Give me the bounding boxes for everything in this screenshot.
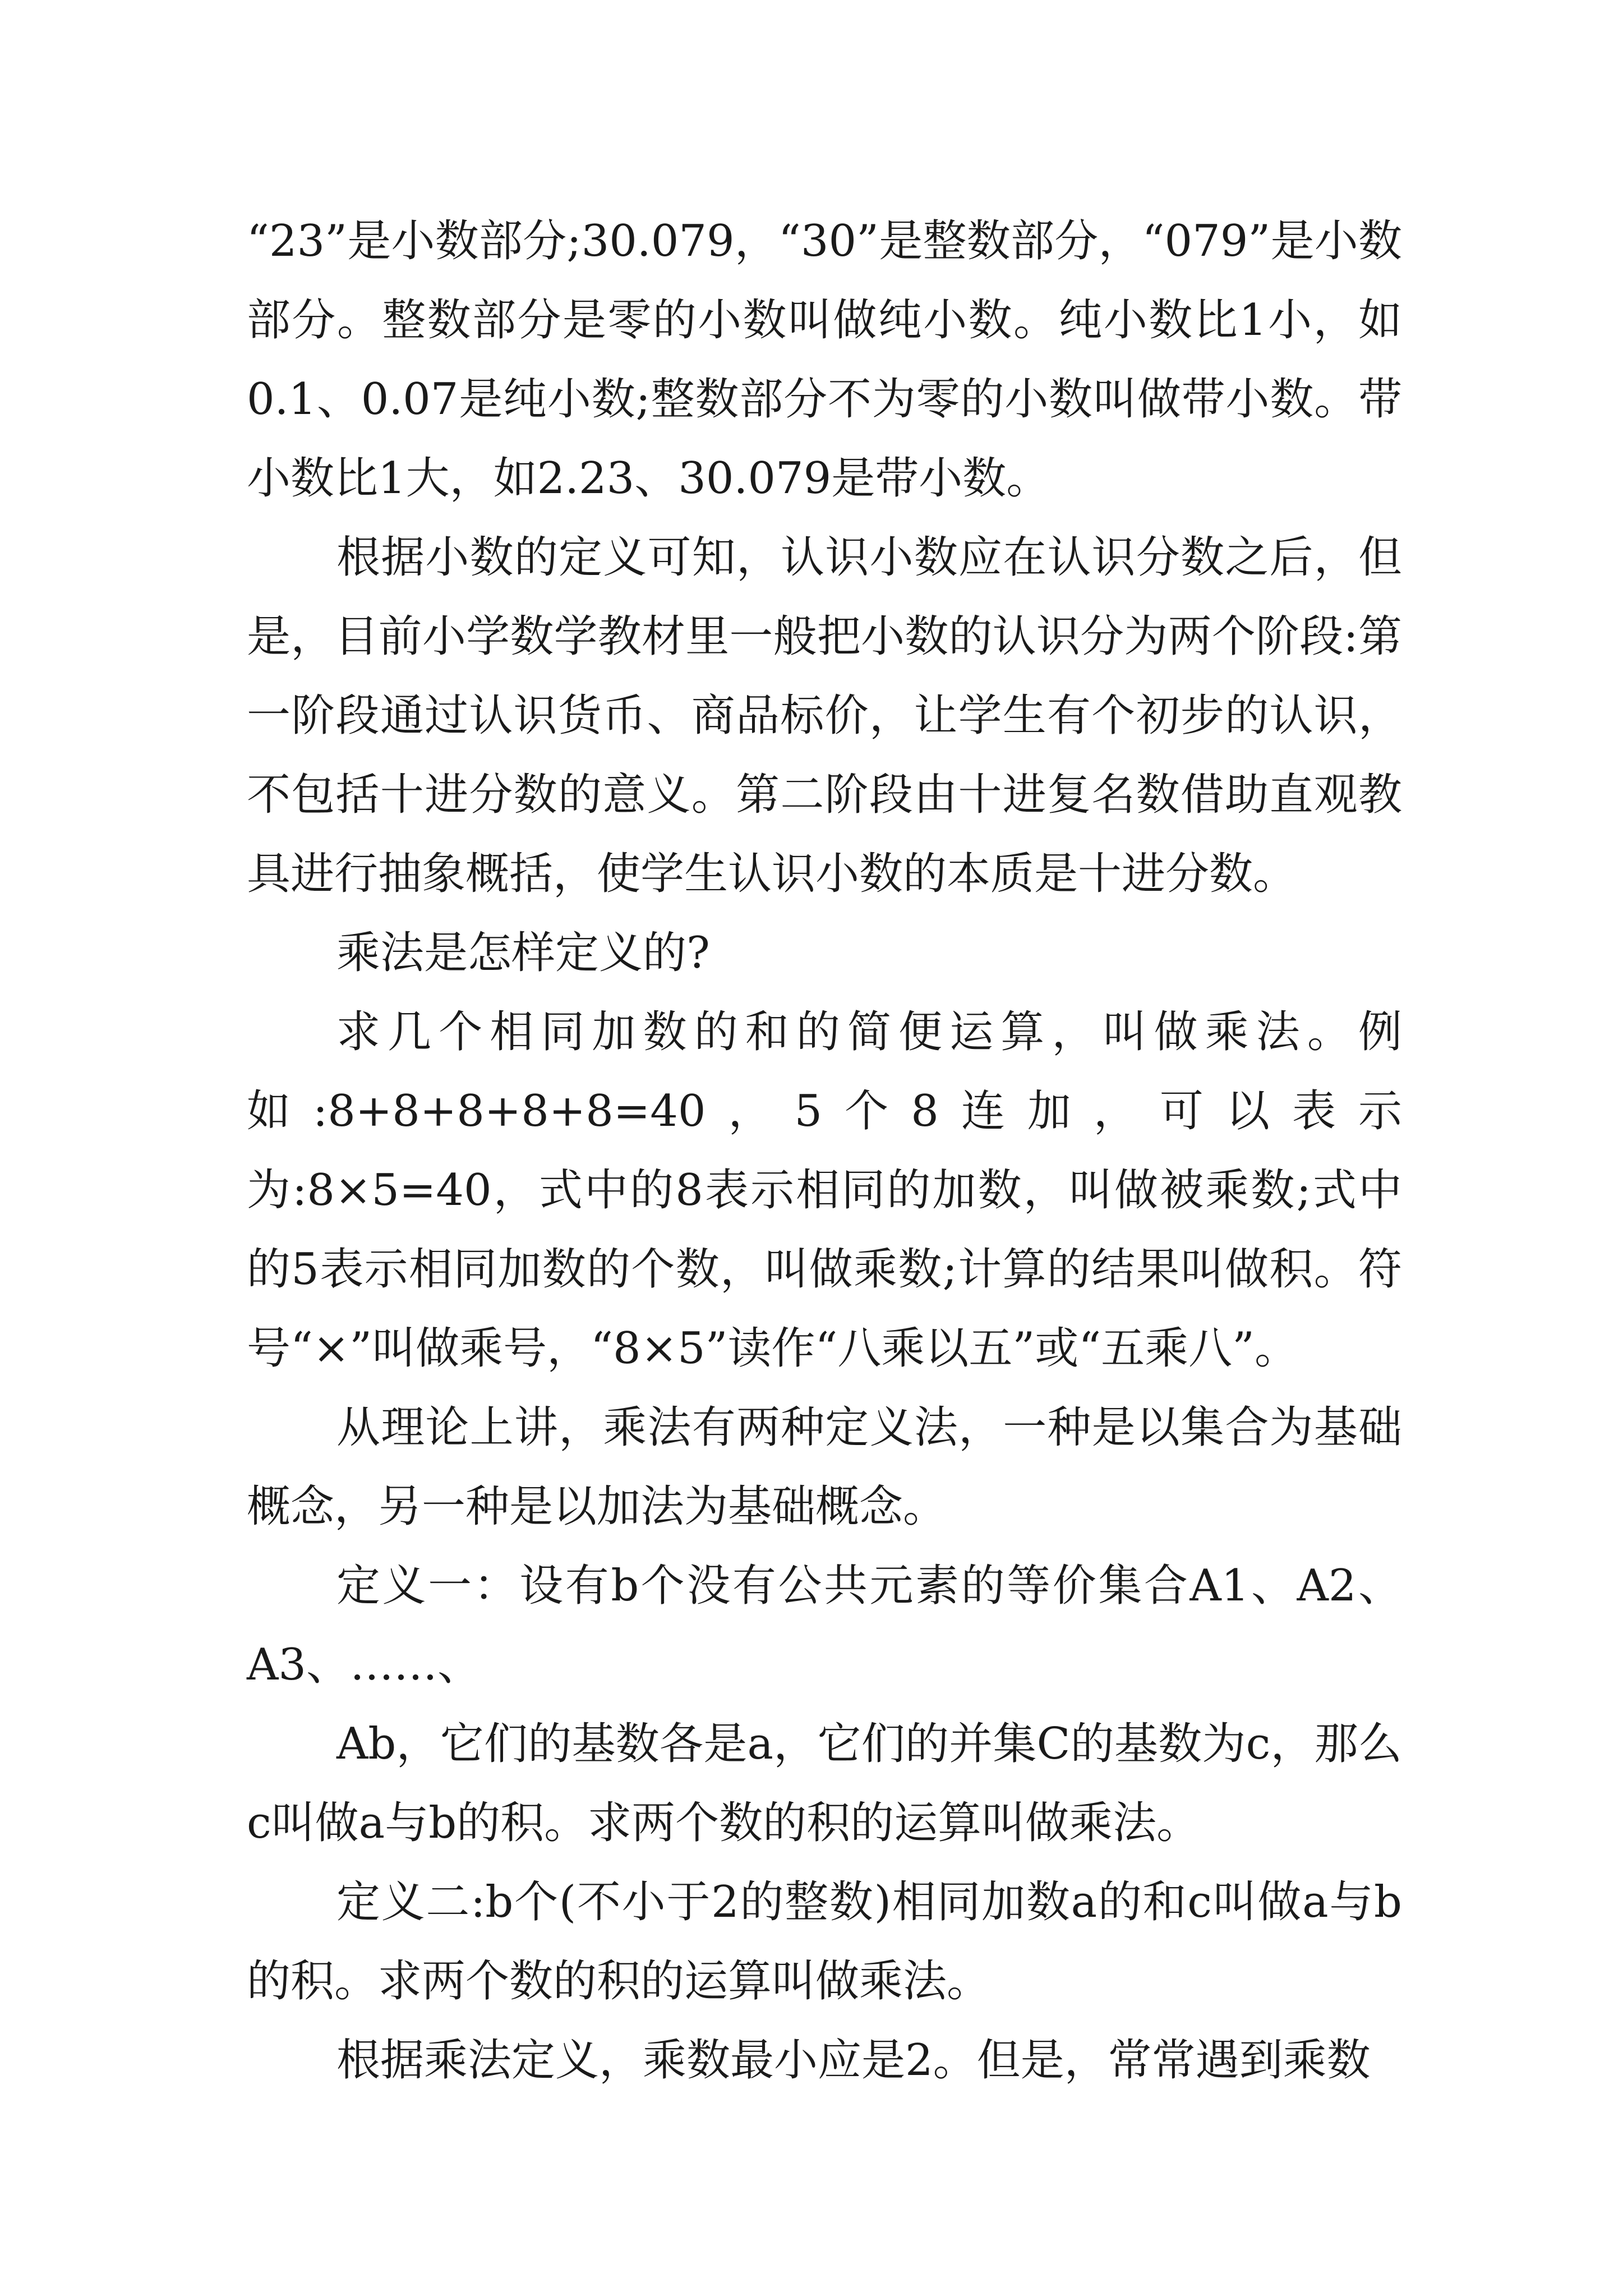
paragraph-multiplier-minimum: 根据乘法定义，乘数最小应是2。但是，常常遇到乘数 — [336, 2035, 1371, 2086]
paragraph-decimal-teaching: 根据小数的定义可知，认识小数应在认识分数之后，但是，目前小学数学教材里一般把小数的认识分为两个阶段:第一阶段通过认识货币、商品标价，让学生有个初步的认识，不包括十进分数的意义。第二阶段由十进复名数借助直观教具进行抽象概括，使学生认识小数的本质是十进分数。 — [247, 532, 1402, 899]
paragraph-definition-one: 定义一：设有b个没有公共元素的等价集合A1、A2、A3、……、 — [247, 1561, 1402, 1690]
paragraph-decimal-parts: “23”是小数部分;30.079，“30”是整数部分，“079”是小数部分。整数部分是零的小数叫做纯小数。纯小数比1小，如0.1、0.07是纯小数;整数部分不为零的小数叫做带小数。带小数比1大，如2.23、30.079是带小数。 — [247, 216, 1402, 504]
paragraph-definition-two: 定义二:b个(不小于2的整数)相同加数a的和c叫做a与b的积。求两个数的积的运算叫做乘法。 — [247, 1877, 1402, 2007]
paragraph-multiplication-definition: 求几个相同加数的和的简便运算，叫做乘法。例如:8+8+8+8+8=40，5个8连加，可以表示为:8×5=40，式中的8表示相同的加数，叫做被乘数;式中的5表示相同加数的个数，叫做乘数;计算的结果叫做积。符号“×”叫做乘号，“8×5”读作“八乘以五”或“五乘八”。 — [247, 1007, 1402, 1374]
document-body — [247, 202, 1402, 2100]
paragraph-definition-one-cont: Ab，它们的基数各是a，它们的并集C的基数为c，那么c叫做a与b的积。求两个数的积的运算叫做乘法。 — [247, 1719, 1402, 1848]
heading-multiplication-question: 乘法是怎样定义的? — [336, 928, 710, 978]
paragraph-two-definitions: 从理论上讲，乘法有两种定义法，一种是以集合为基础概念，另一种是以加法为基础概念。 — [247, 1402, 1402, 1532]
